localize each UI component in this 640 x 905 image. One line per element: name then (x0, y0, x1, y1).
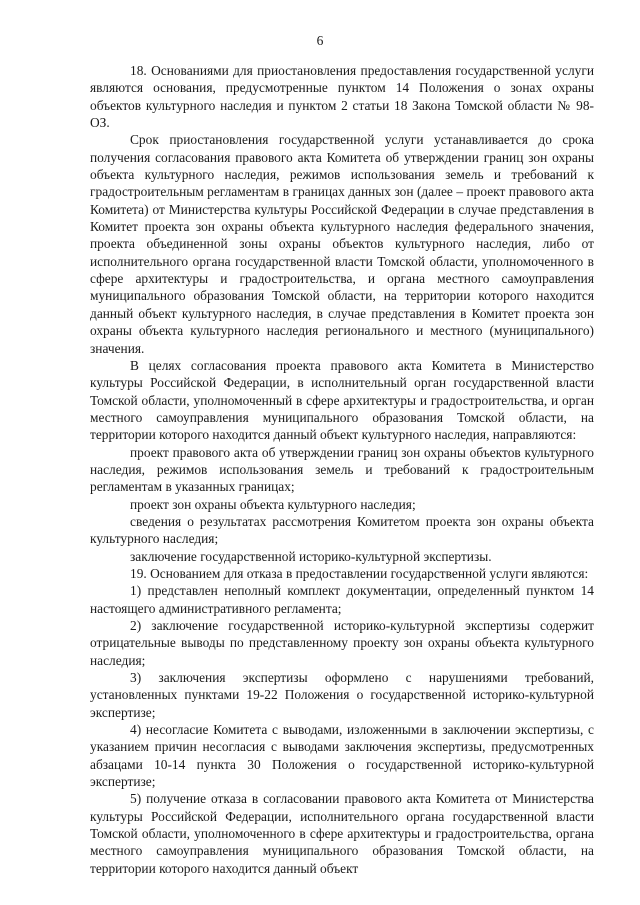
paragraph-approval-recipients: В целях согласования проекта правового акта Комитета в Министерство культуры Российской Федерации, в исполнительный орган государственной власти Томской области, уполномоченный в сфере архитектуры и градостроительства, и орган местного самоуправления муниципального образования Томской области, на территории которого находится данный объект культурного наследия, направляются: (90, 357, 594, 443)
list-item-draft-act: проект правового акта об утверждении границ зон охраны объектов культурного наследия, режимов использования земель и требований к градостроительным регламентам в указанных границах; (90, 444, 594, 495)
list-item-expertise-conclusion: заключение государственной историко-культурной экспертизы. (130, 548, 492, 564)
list-item-protection-zone-project: проект зон охраны объекта культурного наследия; (130, 496, 416, 512)
paragraph-19: 19. Основанием для отказа в предоставлении государственной услуги являются: (130, 565, 589, 581)
refusal-ground-1: 1) представлен неполный комплект документации, определенный пунктом 14 настоящего административного регламента; (90, 583, 594, 616)
paragraph-18: 18. Основаниями для приостановления предоставления государственной услуги являются основания, предусмотренные пунктом 14 Положения о зонах охраны объектов культурного наследия и пунктом 2 статьи 18 Закона Томской области № 98-ОЗ. (90, 63, 594, 131)
paragraph-suspension-term: Срок приостановления государственной услуги устанавливается до срока получения согласования правового акта Комитета об утверждении границ зон охраны объекта культурного наследия, режимов использования земель и требований к градостроительным регламентам в границах данных зон (далее – проект правового акта Комитета) от Министерства культуры Российской Федерации в случае представления в Комитет проекта зон охраны объекта культурного наследия федерального значения, проекта объединенной зоны охраны объектов культурного наследия, либо от исполнительного органа государственной власти Томской области, уполномоченного в сфере архитектуры и градостроительства, и органа местного самоуправления муниципального образования Томской области, на территории которого находится данный объект культурного наследия, в случае представления в Комитет проекта зон охраны объекта культурного наследия регионального и местного (муниципального) значения. (90, 132, 594, 356)
refusal-ground-3: 3) заключения экспертизы оформлено с нарушениями требований, установленных пунктами 19-22 Положения о государственной историко-культурной экспертизе; (90, 670, 594, 720)
page-number: 6 (316, 33, 324, 48)
refusal-ground-2: 2) заключение государственной историко-культурной экспертизы содержит отрицательные выводы по представленному проекту зон охраны объекта культурного наследия; (90, 618, 594, 668)
refusal-ground-4: 4) несогласие Комитета с выводами, изложенными в заключении экспертизы, с указанием причин несогласия с выводами заключения экспертизы, предусмотренных абзацами 10-14 пункта 30 Положения о государственной историко-культурной экспертизе; (90, 722, 594, 790)
list-item-review-results: сведения о результатах рассмотрения Комитетом проекта зон охраны объекта культурного наследия; (90, 513, 594, 547)
document-body (90, 62, 594, 877)
refusal-ground-5: 5) получение отказа в согласовании правового акта Комитета от Министерства культуры Российской Федерации, исполнительного органа государственной власти Томской области, уполномоченного в сфере архитектуры и градостроительства, органа местного самоуправления муниципального образования Томской области, на территории которого находится данный объект (90, 791, 594, 876)
